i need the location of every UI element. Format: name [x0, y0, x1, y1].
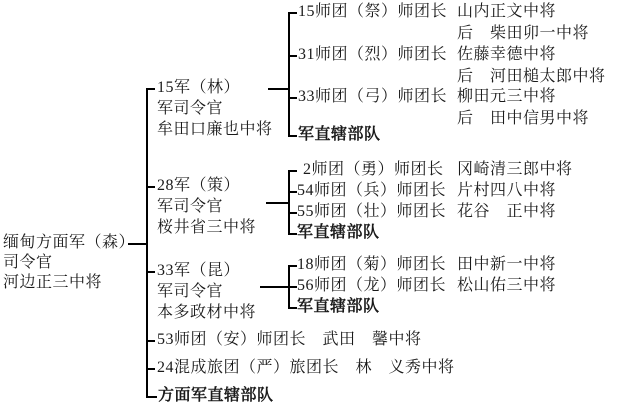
branch-tick	[288, 55, 297, 57]
division-label: 33师团（弓）师团长	[298, 88, 448, 105]
branch-tick	[288, 307, 297, 309]
attached-division-row: 53师团（安）师团长 武田 馨中将	[157, 331, 422, 348]
branch-tick	[288, 265, 297, 267]
division-commander: 片村四八中将	[457, 182, 557, 199]
army-name: 33军（昆）	[157, 262, 241, 279]
attached-brigade-row: 24混成旅团（严）旅团长 林 义秀中将	[157, 359, 455, 376]
division-commander: 田中新一中将	[457, 256, 557, 273]
division-successor-commander: 后 田中信男中将	[457, 110, 590, 127]
branch-tick	[146, 186, 155, 188]
army-commander-name: 牟田口廉也中将	[157, 121, 273, 138]
division-commander: 松山佑三中将	[457, 277, 557, 294]
division-label: 56师团（龙）师团长	[297, 277, 447, 294]
army-commander-title: 军司令官	[157, 100, 224, 117]
bracket-line	[288, 170, 290, 234]
division-successor-commander: 后 河田槌太郎中将	[457, 68, 606, 85]
branch-tick	[146, 368, 155, 370]
branch-tick	[146, 271, 155, 273]
bracket-line	[288, 265, 290, 308]
branch-tick	[288, 191, 297, 193]
connector-line	[268, 88, 289, 90]
area-army-direct-units: 方面军直辖部队	[158, 387, 274, 404]
division-commander: 佐藤幸德中将	[457, 46, 557, 63]
branch-tick	[288, 170, 297, 172]
branch-tick	[146, 340, 155, 342]
army-direct-units: 军直辖部队	[297, 224, 380, 241]
trunk-line	[146, 88, 148, 397]
army-commander-title: 军司令官	[157, 198, 224, 215]
branch-tick	[146, 396, 157, 398]
army-name: 15军（林）	[157, 79, 241, 96]
branch-tick	[288, 212, 297, 214]
connector-line	[266, 202, 289, 204]
division-label: 15师团（祭）师团长	[298, 3, 448, 20]
army-direct-units: 军直辖部队	[298, 126, 381, 143]
division-successor-commander: 后 柴田卯一中将	[457, 25, 590, 42]
army-commander-name: 本多政材中将	[157, 304, 257, 321]
branch-tick	[288, 135, 297, 137]
division-commander: 柳田元三中将	[457, 88, 557, 105]
division-label: 2师团（勇）师团长	[303, 161, 444, 178]
army-name: 28军（策）	[157, 177, 241, 194]
root-commander-name: 河边正三中将	[3, 274, 103, 291]
division-label: 54师团（兵）师团长	[297, 182, 447, 199]
bracket-line	[288, 12, 290, 136]
connector-line	[260, 286, 297, 288]
army-commander-title: 军司令官	[157, 283, 224, 300]
division-label: 55师团（壮）师团长	[297, 203, 447, 220]
division-commander: 冈崎清三郎中将	[457, 161, 573, 178]
branch-tick	[146, 88, 155, 90]
army-commander-name: 桜井省三中将	[157, 219, 257, 236]
division-commander: 山内正文中将	[457, 3, 557, 20]
branch-tick	[288, 233, 297, 235]
branch-tick	[288, 12, 297, 14]
army-direct-units: 军直辖部队	[297, 298, 380, 315]
division-commander: 花谷 正中将	[457, 203, 557, 220]
division-label: 31师团（烈）师团长	[298, 46, 448, 63]
branch-tick	[288, 97, 297, 99]
root-unit-name: 缅甸方面军（森）	[3, 234, 136, 251]
root-commander-title: 司令官	[3, 254, 53, 271]
division-label: 18师团（菊）师团长	[297, 256, 447, 273]
